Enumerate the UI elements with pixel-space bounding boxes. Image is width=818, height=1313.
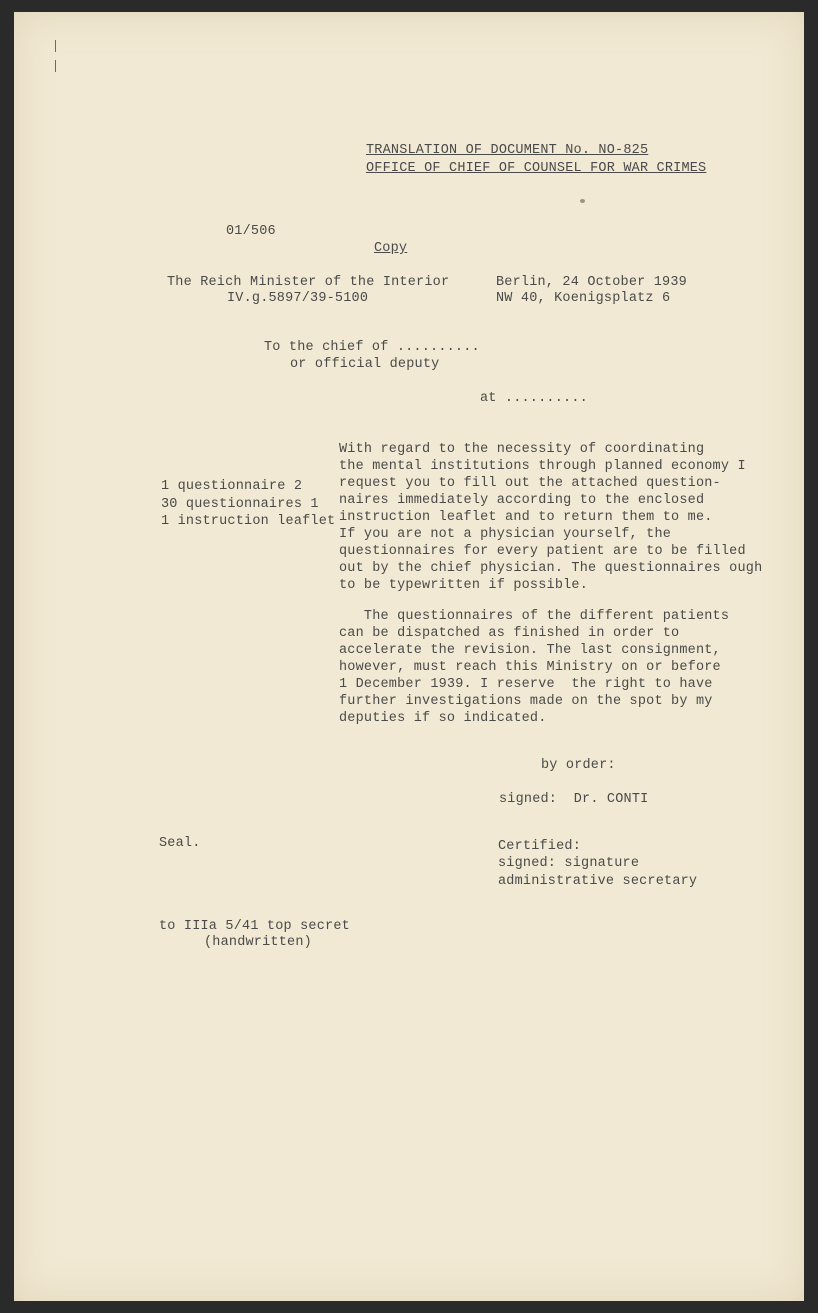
footnote-line: to IIIa 5/41 top secret bbox=[159, 919, 350, 934]
certified-label: Certified: bbox=[498, 839, 582, 854]
place-date: Berlin, 24 October 1939 bbox=[496, 275, 687, 290]
paragraph-line: request you to fill out the attached question- bbox=[339, 476, 721, 491]
paragraph-line: however, must reach this Ministry on or before bbox=[339, 660, 721, 675]
seal-label: Seal. bbox=[159, 836, 201, 851]
paragraph-line: If you are not a physician yourself, the bbox=[339, 527, 672, 542]
address-line: NW 40, Koenigsplatz 6 bbox=[496, 291, 671, 306]
enclosure-item: 1 instruction leaflet bbox=[161, 514, 336, 529]
margin-mark bbox=[55, 60, 56, 72]
by-order-line: by order: bbox=[541, 758, 616, 773]
certified-title: administrative secretary bbox=[498, 874, 698, 889]
paragraph-line: to be typewritten if possible. bbox=[339, 578, 589, 593]
paragraph-line: questionnaires for every patient are to be filled bbox=[339, 544, 746, 559]
reference-number: 01/506 bbox=[226, 224, 276, 239]
translation-header: TRANSLATION OF DOCUMENT No. NO-825 bbox=[366, 143, 649, 158]
paragraph-line: instruction leaflet and to return them to me. bbox=[339, 510, 713, 525]
paper-speck bbox=[580, 199, 585, 203]
paragraph-line: out by the chief physician. The questionnaires ough bbox=[339, 561, 763, 576]
sender-file-number: IV.g.5897/39-5100 bbox=[227, 291, 369, 306]
enclosure-item: 1 questionnaire 2 bbox=[161, 479, 303, 494]
paragraph-line: the mental institutions through planned economy I bbox=[339, 459, 746, 474]
paragraph-line: can be dispatched as finished in order to bbox=[339, 626, 680, 641]
paragraph-line: further investigations made on the spot by my bbox=[339, 694, 713, 709]
certified-signature: signed: signature bbox=[498, 856, 640, 871]
signature-line: signed: Dr. CONTI bbox=[499, 792, 649, 807]
addressee-deputy: or official deputy bbox=[290, 357, 440, 372]
footnote-handwritten-note: (handwritten) bbox=[204, 935, 312, 950]
paragraph-line: accelerate the revision. The last consignment, bbox=[339, 643, 721, 658]
sender-title: The Reich Minister of the Interior bbox=[167, 275, 450, 290]
paragraph-line: deputies if so indicated. bbox=[339, 711, 547, 726]
paragraph-line: The questionnaires of the different patients bbox=[339, 609, 730, 624]
paragraph-line: naires immediately according to the enclosed bbox=[339, 493, 705, 508]
document-page bbox=[14, 12, 804, 1301]
margin-mark bbox=[55, 40, 56, 52]
paragraph-line: 1 December 1939. I reserve the right to have bbox=[339, 677, 713, 692]
office-header: OFFICE OF CHIEF OF COUNSEL FOR WAR CRIMES bbox=[366, 161, 707, 176]
paragraph-line: With regard to the necessity of coordinating bbox=[339, 442, 705, 457]
addressee-line: To the chief of .......... bbox=[264, 340, 480, 355]
addressee-location: at .......... bbox=[480, 391, 588, 406]
enclosure-item: 30 questionnaires 1 bbox=[161, 497, 319, 512]
copy-label: Copy bbox=[374, 241, 408, 256]
